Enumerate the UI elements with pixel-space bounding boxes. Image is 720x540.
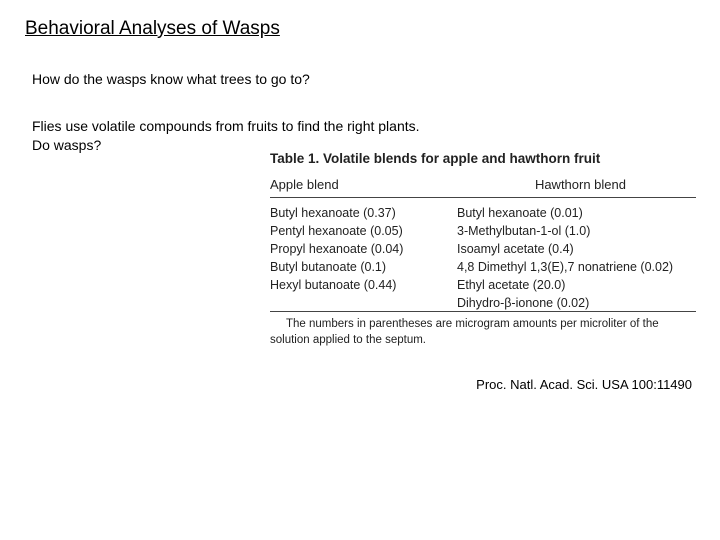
citation: Proc. Natl. Acad. Sci. USA 100:11490 — [476, 377, 692, 392]
apple-blend-item: Propyl hexanoate (0.04) — [270, 242, 404, 256]
hawthorn-blend-list — [457, 204, 673, 312]
hawthorn-blend-item: Butyl hexanoate (0.01) — [457, 206, 583, 220]
table-header-rule — [270, 197, 696, 198]
apple-blend-item: Hexyl butanoate (0.44) — [270, 278, 397, 292]
apple-blend-item: Butyl butanoate (0.1) — [270, 260, 387, 274]
statement-text: Flies use volatile compounds from fruits to find the right plants. — [32, 118, 420, 134]
hawthorn-blend-item: 3-Methylbutan-1-ol (1.0) — [457, 224, 591, 238]
volatile-blends-table — [270, 150, 696, 350]
hawthorn-blend-item: Ethyl acetate (20.0) — [457, 278, 566, 292]
slide-title: Behavioral Analyses of Wasps — [25, 18, 280, 39]
table-footer-rule — [270, 311, 696, 312]
apple-blend-header: Apple blend — [270, 177, 339, 192]
table-footnote: The numbers in parentheses are microgram amounts per microliter of the solution applied to the septum. — [270, 318, 659, 346]
hawthorn-blend-item: Isoamyl acetate (0.4) — [457, 242, 574, 256]
table-caption: Table 1. Volatile blends for apple and hawthorn fruit — [270, 151, 601, 166]
followup-text: Do wasps? — [32, 137, 102, 153]
apple-blend-item: Pentyl hexanoate (0.05) — [270, 224, 403, 238]
question-text: How do the wasps know what trees to go to? — [32, 71, 310, 87]
hawthorn-blend-header: Hawthorn blend — [534, 177, 626, 192]
hawthorn-blend-item: Dihydro-β-ionone (0.02) — [457, 296, 590, 310]
hawthorn-blend-item: 4,8 Dimethyl 1,3(E),7 nonatriene (0.02) — [457, 260, 674, 274]
apple-blend-list — [270, 204, 403, 294]
apple-blend-item: Butyl hexanoate (0.37) — [270, 206, 396, 220]
